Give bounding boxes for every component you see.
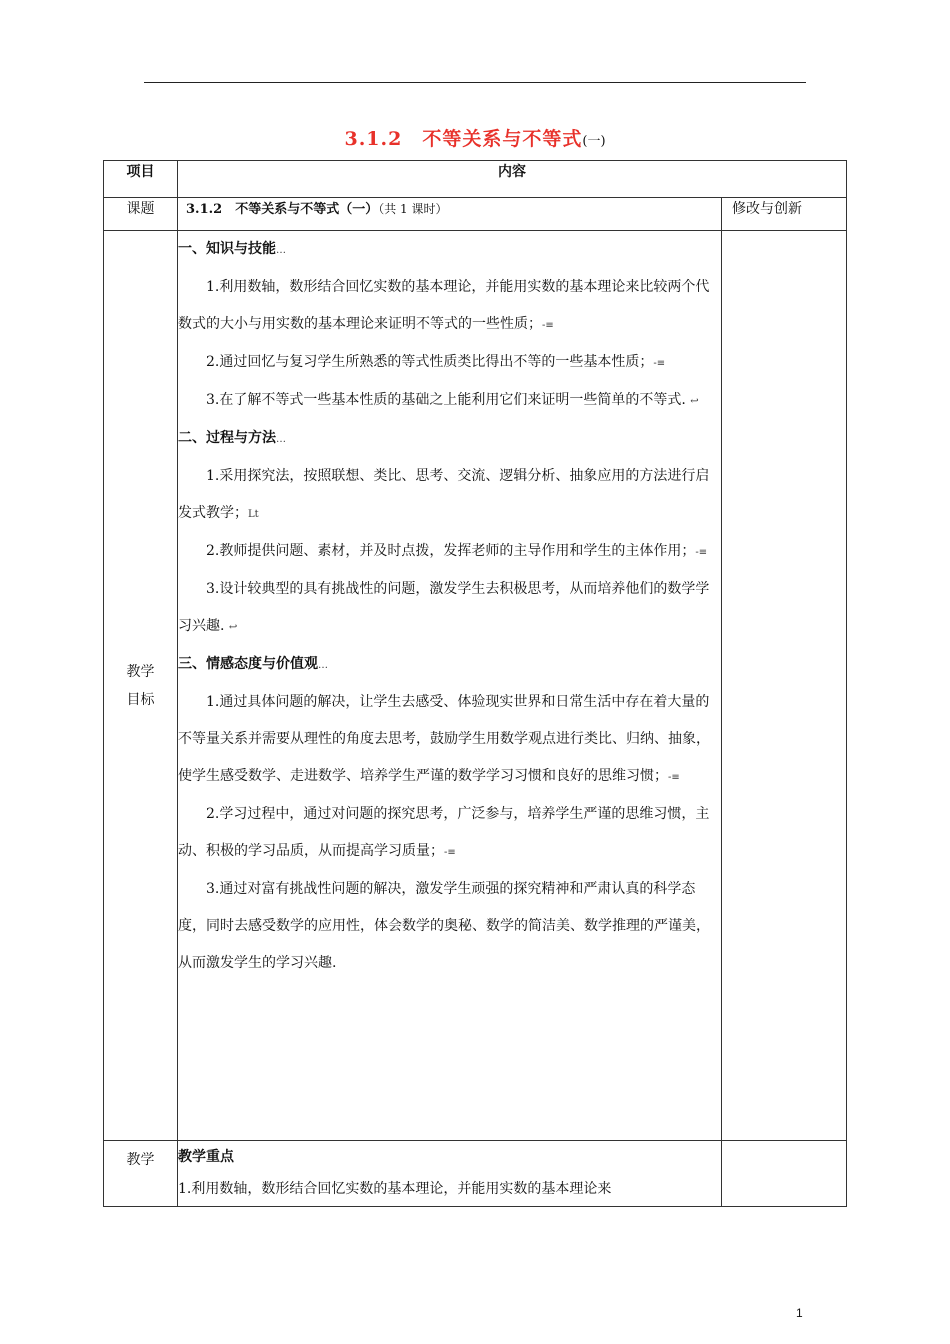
list-item: 1.利用数轴，数形结合回忆实数的基本理论，并能用实数的基本理论来比较两个代数式的大小与用实数的基本理论来证明不等式的一些性质；-≡	[178, 279, 710, 332]
topic-text	[178, 198, 722, 231]
title-paren: (一)	[582, 134, 606, 149]
header-item: 项目	[104, 161, 178, 198]
list-item: 1.通过具体问题的解决，让学生去感受、体验现实世界和日常生活中存在着大量的不等量关系并需要从理性的角度去思考，鼓励学生用数学观点进行类比、归纳、抽象，使学生感受数学、走进数学、培养学生严谨的数学学习习惯和良好的思维习惯；-≡	[178, 694, 710, 784]
key-heading: 教学重点	[178, 1149, 234, 1165]
topic-hours: （共 1 课时）	[378, 202, 448, 216]
key-text: 1.利用数轴，数形结合回忆实数的基本理论，并能用实数的基本理论来	[178, 1181, 612, 1197]
key-content	[178, 1141, 722, 1207]
lesson-plan-table	[103, 160, 847, 1207]
goals-row	[104, 231, 847, 1141]
list-item: 3.设计较典型的具有挑战性的问题，激发学生去积极思考，从而培养他们的数学学习兴趣. ↩	[178, 581, 710, 634]
page-number: 1	[796, 1306, 803, 1320]
list-item: 2.通过回忆与复习学生所熟悉的等式性质类比得出不等的一些基本性质；-≡	[206, 354, 666, 370]
goals-content	[178, 231, 722, 1141]
list-item: 3.在了解不等式一些基本性质的基础之上能利用它们来证明一些简单的不等式. ↩	[206, 392, 699, 408]
list-item: 1.采用探究法，按照联想、类比、思考、交流、逻辑分析、抽象应用的方法进行启发式教学；Lt	[178, 468, 710, 521]
goals-label	[104, 231, 178, 1141]
section-heading: 三、情感态度与价值观…	[178, 656, 328, 672]
title-main: 3.1.2 不等关系与不等式	[344, 128, 583, 150]
list-item: 3.通过对富有挑战性问题的解决，激发学生顽强的探究精神和严肃认真的科学态度，同时去感受数学的应用性，体会数学的奥秘、数学的简洁美、数学推理的严谨美，从而激发学生的学习兴趣.	[178, 881, 710, 971]
topic-title: 3.1.2 不等关系与不等式（一）	[186, 202, 379, 217]
key-edit-cell	[722, 1141, 847, 1207]
section-heading: 一、知识与技能…	[178, 241, 286, 257]
edit-column-label: 修改与创新	[722, 198, 847, 231]
goals-label-line1: 教学	[126, 663, 155, 680]
topic-label: 课题	[104, 198, 178, 231]
table-header-row	[104, 161, 847, 198]
topic-row	[104, 198, 847, 231]
key-row	[104, 1141, 847, 1207]
header-content: 内容	[178, 161, 847, 198]
key-label: 教学	[104, 1141, 178, 1207]
list-item: 2.教师提供问题、素材，并及时点拨，发挥老师的主导作用和学生的主体作用；-≡	[206, 543, 708, 559]
list-item: 2.学习过程中，通过对问题的探究思考，广泛参与，培养学生严谨的思维习惯，主动、积极的学习品质，从而提高学习质量；-≡	[178, 806, 710, 859]
header-rule	[144, 82, 806, 83]
section-heading: 二、过程与方法…	[178, 430, 286, 446]
goals-edit-cell	[722, 231, 847, 1141]
page-title	[0, 124, 950, 151]
goals-label-line2: 目标	[126, 691, 155, 708]
